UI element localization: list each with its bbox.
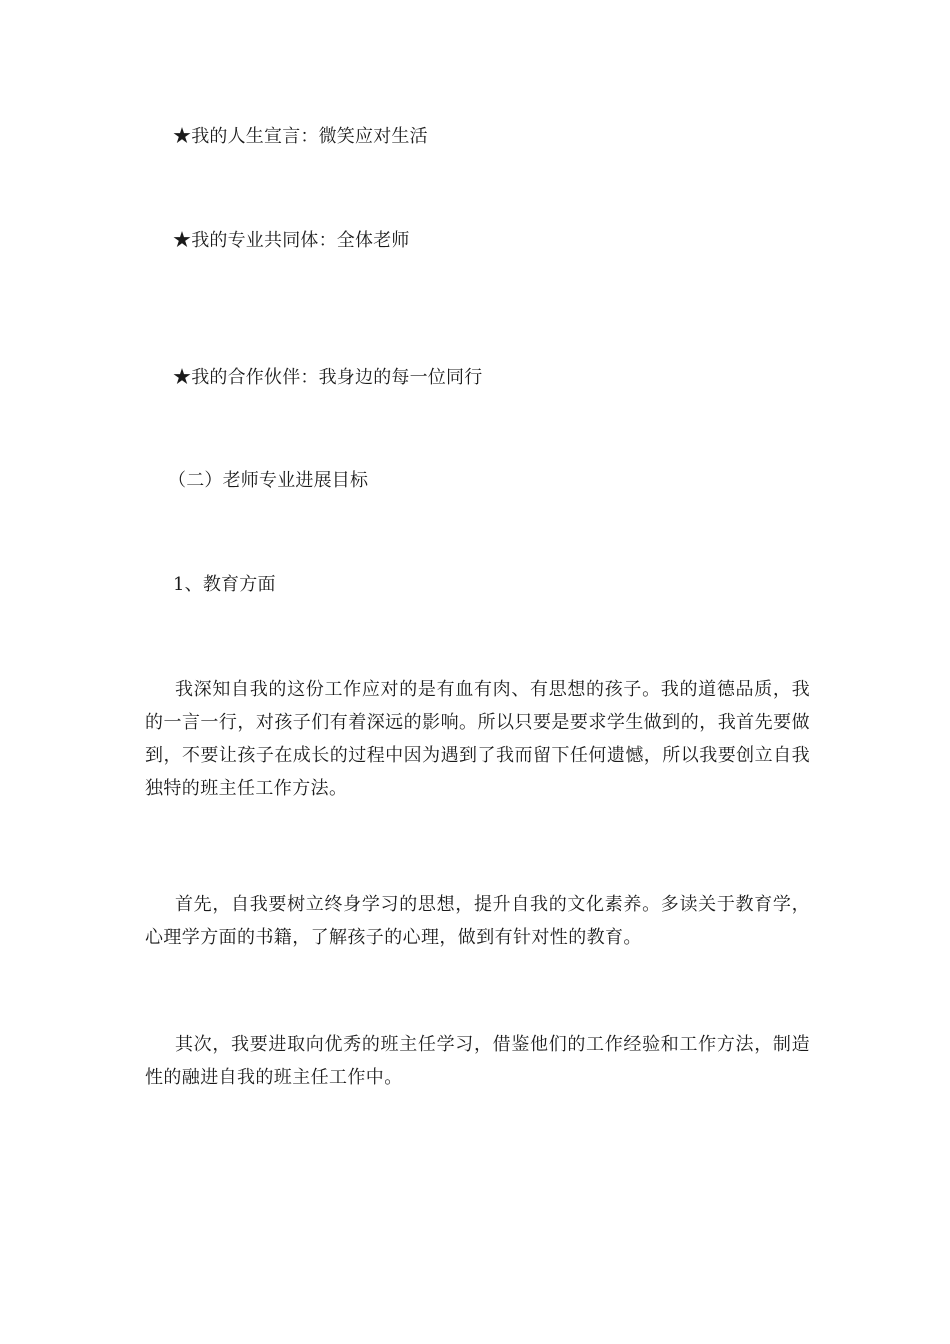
star-icon: ★: [173, 230, 192, 251]
paragraph-1: 我深知自我的这份工作应对的是有血有肉、有思想的孩子。我的道德品质，我的一言一行，对孩子们有着深远的影响。所以只要是要求学生做到的，我首先要做到，不要让孩子在成长的过程中因为遇到了我而留下任何遗憾，所以我要创立自我独特的班主任工作方法。: [145, 679, 810, 799]
paragraph-3: 其次，我要进取向优秀的班主任学习，借鉴他们的工作经验和工作方法，制造性的融进自我的班主任工作中。: [145, 1034, 810, 1088]
motto-text: 我的人生宣言：微笑应对生活: [191, 126, 428, 147]
star-icon: ★: [173, 367, 192, 388]
star-icon: ★: [173, 126, 192, 147]
community-line: [173, 231, 410, 251]
community-text: 我的专业共同体：全体老师: [191, 230, 410, 251]
subsection-heading: 1、教育方面: [173, 574, 276, 595]
motto-line: [173, 127, 428, 147]
partner-text: 我的合作伙伴：我身边的每一位同行: [191, 367, 483, 388]
partner-line: [173, 368, 482, 388]
paragraph-2: 首先，自我要树立终身学习的思想，提升自我的文化素养。多读关于教育学，心理学方面的书籍，了解孩子的心理，做到有针对性的教育。: [145, 894, 810, 948]
section-heading: （二）老师专业进展目标: [168, 470, 369, 491]
